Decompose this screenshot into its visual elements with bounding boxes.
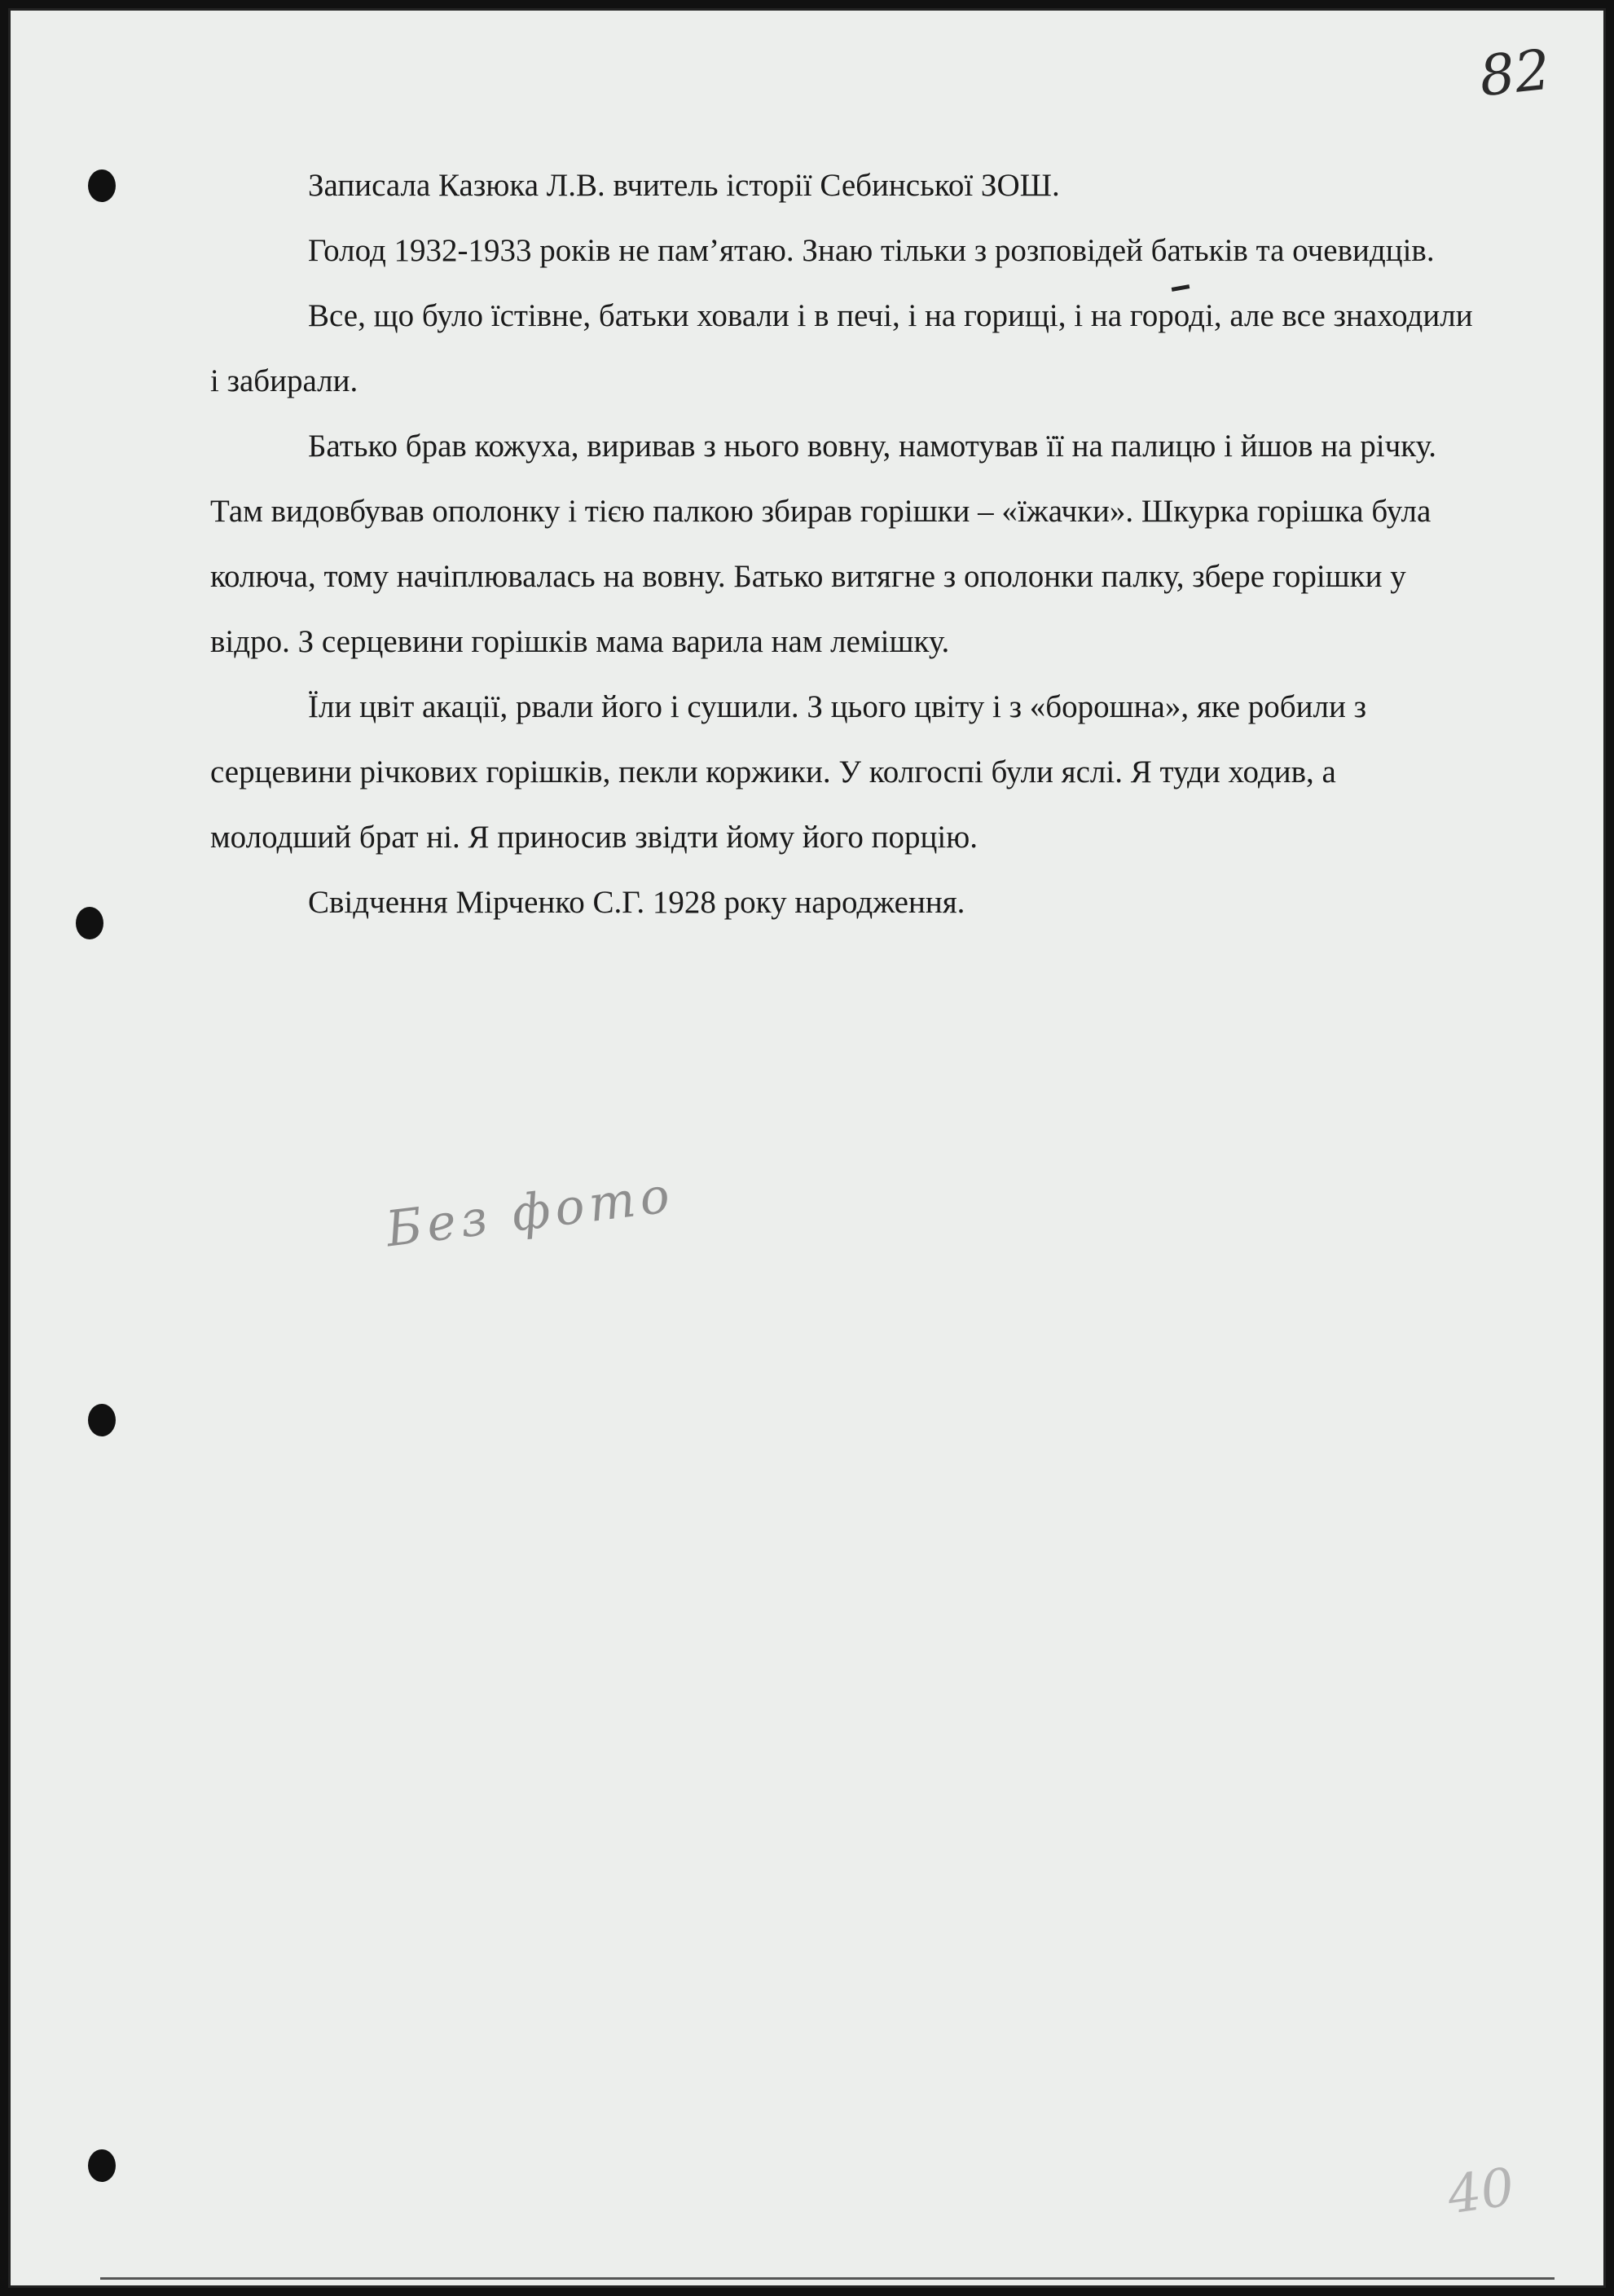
paragraph-acacia: Їли цвіт акації, рвали його і сушили. З цього цвіту і з «борошна», яке робили з серцевини річкових горішків, пекли коржики. У колгоспі були яслі. Я туди ходив, а молодший брат ні. Я приносив звідти йому його порцію. — [210, 689, 1366, 855]
paragraph-recorded-by: Записала Казюка Л.В. вчитель історії Себинської ЗОШ. — [308, 168, 1060, 203]
paragraph-famine-memory: Голод 1932-1933 років не пам’ятаю. Знаю тільки з розповідей батьків та очевидців. — [308, 233, 1435, 268]
punch-hole — [88, 2149, 116, 2182]
folio-number: 82 — [1476, 37, 1554, 110]
paragraph-father-river: Батько брав кожуха, виривав з нього вовну, намотував її на палицю і йшов на річку. Там видовбував ополонку і тією палкою збирав горішки – «їжачки». Шкурка горішка була колюча, тому начіплювалась на вовну. Батько витягне з ополонки палку, збере горішки у відро. З серцевини горішків мама варила нам лемішку. — [210, 429, 1436, 659]
document-body — [210, 153, 1481, 935]
secondary-folio-number: 40 — [1443, 2157, 1518, 2227]
paragraph-hidden-food: Все, що було їстівне, батьки ховали і в печі, і на горищі, і на городі, але все знаходили і забирали. — [210, 298, 1473, 398]
bottom-rule — [100, 2277, 1555, 2280]
punch-hole — [88, 1404, 116, 1436]
pencil-note: Без фото — [383, 1166, 678, 1259]
paragraph-testimony: Свідчення Мірченко С.Г. 1928 року народження. — [308, 885, 965, 920]
document-page — [8, 8, 1606, 2288]
punch-hole — [88, 169, 116, 202]
punch-hole — [76, 907, 103, 939]
